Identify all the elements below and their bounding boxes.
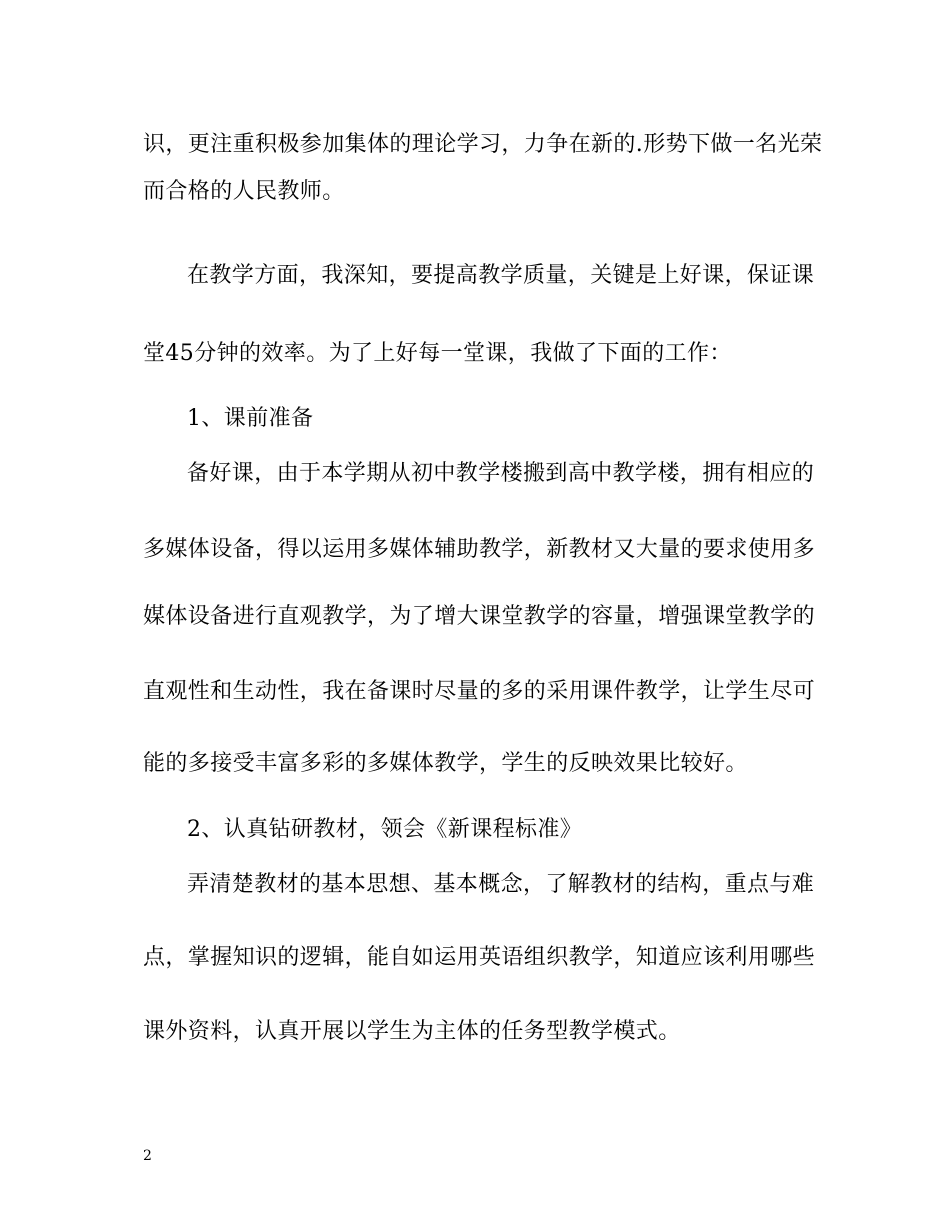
- text-line: 直观性和生动性，我在备课时尽量的多的采用课件教学，让学生尽可: [143, 679, 816, 704]
- text-line: 堂45分钟的效率。为了上好每一堂课，我做了下面的工作：: [143, 341, 732, 366]
- text-line: 而合格的人民教师。: [143, 179, 345, 204]
- page-number: 2: [143, 1148, 152, 1164]
- text-line: 课外资料，认真开展以学生为主体的任务型教学模式。: [143, 1019, 681, 1044]
- text-line: 点，掌握知识的逻辑，能自如运用英语组织教学，知道应该利用哪些: [143, 945, 816, 970]
- paragraph-first-line: 备好课，由于本学期从初中教学楼搬到高中教学楼，拥有相应的: [187, 461, 815, 486]
- paragraph-first-line: 在教学方面，我深知，要提高教学质量，关键是上好课，保证课: [187, 263, 815, 288]
- text-line: 多媒体设备，得以运用多媒体辅助教学，新教材又大量的要求使用多: [143, 537, 816, 562]
- text-line: 能的多接受丰富多彩的多媒体教学，学生的反映效果比较好。: [143, 751, 748, 776]
- paragraph-first-line: 弄清楚教材的基本思想、基本概念，了解教材的结构，重点与难: [187, 872, 815, 897]
- section-heading: 1、课前准备: [187, 406, 314, 431]
- section-heading: 2、认真钻研教材，领会《新课程标准》: [187, 817, 583, 842]
- text-line: 媒体设备进行直观教学，为了增大课堂教学的容量，增强课堂教学的: [143, 604, 816, 629]
- text-line: 识，更注重积极参加集体的理论学习，力争在新的.形势下做一名光荣: [143, 132, 823, 157]
